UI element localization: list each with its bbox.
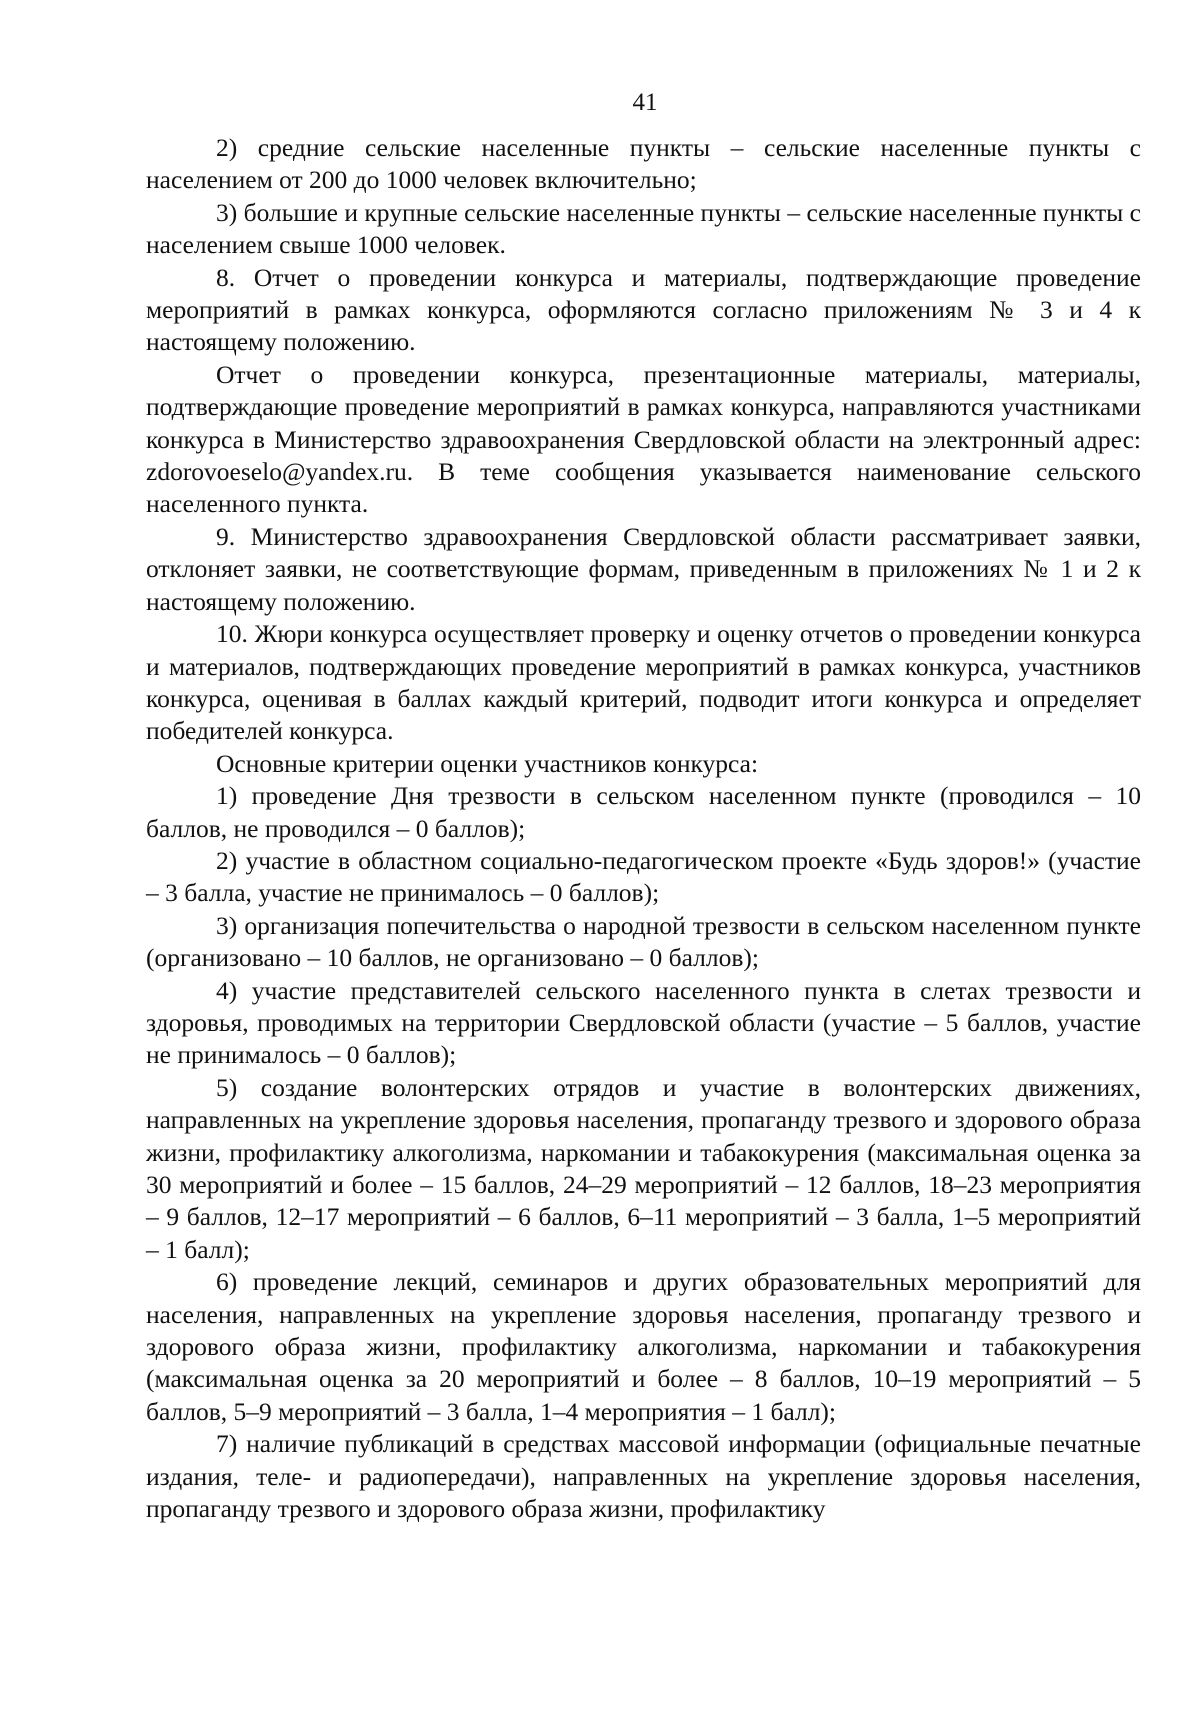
paragraph-criteria-heading: Основные критерии оценки участников конкурса: [216,748,759,778]
criterion-4: 4) участие представителей сельского населенного пункта в слетах трезвости и здоровья, проводимых на территории Свердловской области (участие – 5 баллов, участие не принималось – 0 баллов); [146,975,1141,1070]
paragraph-9-ministry-review: 9. Министерство здравоохранения Свердловской области рассматривает заявки, отклоняет заявки, не соответствующие формам, приведенным в приложениях № 1 и 2 к настоящему положению. [146,521,1141,616]
document-body [146,132,1141,1525]
paragraph-report-submission: Отчет о проведении конкурса, презентационные материалы, материалы, подтверждающие проведение мероприятий в рамках конкурса, направляются участниками конкурса в Министерство здравоохранения Свердловской области на электронный адрес: zdorovoeselo@yandex.ru. В теме сообщения указывается наименование сельского населенного пункта. [146,359,1141,519]
paragraph-10-jury: 10. Жюри конкурса осуществляет проверку и оценку отчетов о проведении конкурса и материалов, подтверждающих проведение мероприятий в рамках конкурса, участников конкурса, оценивая в баллах каждый критерий, подводит итоги конкурса и определяет победителей конкурса. [146,619,1141,746]
criterion-3: 3) организация попечительства о народной трезвости в сельском населенном пункте (организовано – 10 баллов, не организовано – 0 баллов); [146,910,1141,973]
criterion-2: 2) участие в областном социально-педагогическом проекте «Будь здоров!» (участие – 3 балла, участие не принималось – 0 баллов); [146,845,1141,908]
paragraph-3-large-settlements: 3) большие и крупные сельские населенные пункты – сельские населенные пункты с населением свыше 1000 человек. [146,197,1141,260]
criterion-1: 1) проведение Дня трезвости в сельском населенном пункте (проводился – 10 баллов, не проводился – 0 баллов); [146,781,1141,843]
page-number: 41 [632,89,658,116]
paragraph-2-medium-settlements: 2) средние сельские населенные пункты – сельские населенные пункты с населением от 200 до 1000 человек включительно; [146,133,1141,195]
criterion-5: 5) создание волонтерских отрядов и участие в волонтерских движениях, направленных на укрепление здоровья населения, пропаганду трезвого и здорового образа жизни, профилактику алкоголизма, наркомании и табакокурения (максимальная оценка за 30 мероприятий и более – 15 баллов, 24–29 мероприятий – 12 баллов, 18–23 мероприятия – 9 баллов, 12–17 мероприятий – 6 баллов, 6–11 мероприятий – 3 балла, 1–5 мероприятий – 1 балл); [146,1072,1141,1264]
criterion-6: 6) проведение лекций, семинаров и других образовательных мероприятий для населения, направленных на укрепление здоровья населения, пропаганду трезвого и здорового образа жизни, профилактику алкоголизма, наркомании и табакокурения (максимальная оценка за 20 мероприятий и более – 8 баллов, 10–19 мероприятий – 5 баллов, 5–9 мероприятий – 3 балла, 1–4 мероприятия – 1 балл); [146,1267,1141,1426]
criterion-7: 7) наличие публикаций в средствах массовой информации (официальные печатные издания, теле- и радиопередачи), направленных на укрепление здоровья населения, пропаганду трезвого и здорового образа жизни, профилактику [146,1429,1141,1524]
paragraph-8-report: 8. Отчет о проведении конкурса и материалы, подтверждающие проведение мероприятий в рамках конкурса, оформляются согласно приложениям № 3 и 4 к настоящему положению. [146,262,1141,357]
